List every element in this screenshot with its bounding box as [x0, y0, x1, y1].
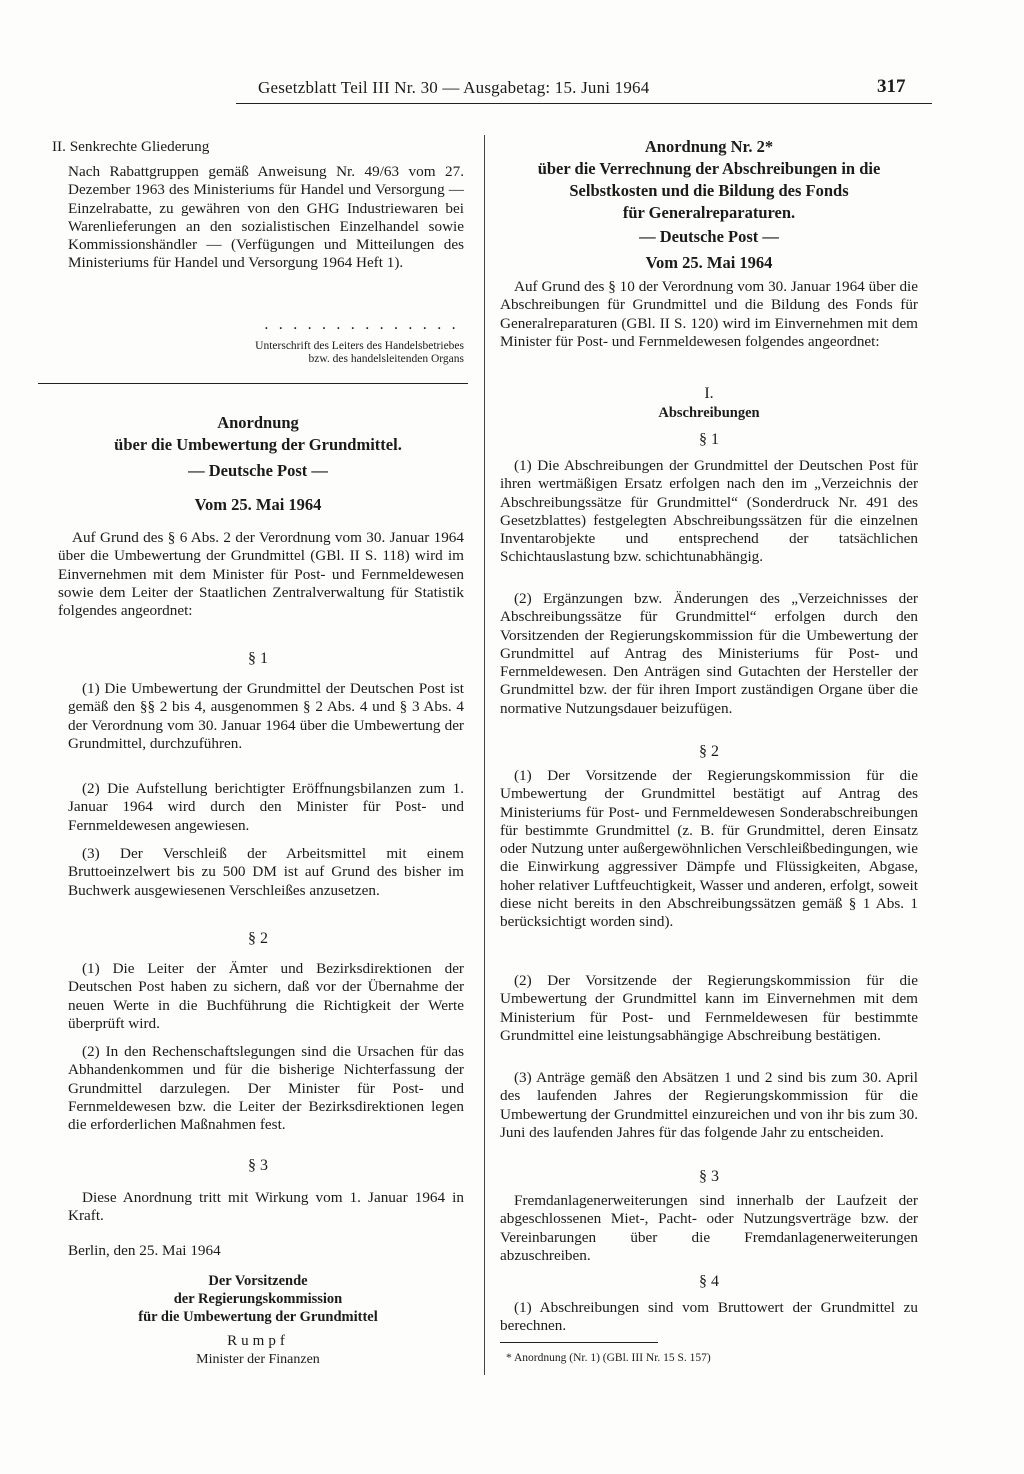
- page-number: 317: [877, 76, 906, 97]
- paragraph-1-clause-2: (2) Die Aufstellung berichtigter Eröffnungsbilanzen zum 1. Januar 1964 wird durch den Minister für Post- und Fernmeldewesen angewiesen.: [68, 780, 464, 834]
- order-2-issuer: — Deutsche Post —: [639, 227, 779, 246]
- section-heading: II. Senkrechte Gliederung: [52, 138, 210, 155]
- r-paragraph-4-clause: (1) Abschreibungen sind vom Bruttowert der Grundmittel zu berechnen.: [500, 1299, 918, 1335]
- intro-text: Auf Grund des § 6 Abs. 2 der Verordnung vom 30. Januar 1964 über die Umbewertung der Grundmittel (GBl. II S. 118) wird im Einvernehmen mit dem Minister für Post- und Fernmeldewesen sowie dem Leiter der Staatlichen Zentralverwaltung für Statistik folgendes angeordnet:: [58, 529, 464, 620]
- order-date: Vom 25. Mai 1964: [194, 495, 322, 514]
- paragraph-2-heading: § 2: [248, 930, 268, 947]
- paragraph-1-heading: § 1: [248, 650, 268, 667]
- signature-caption-2: bzw. des handelsleitenden Organs: [308, 353, 464, 365]
- order-2-title-1: Anordnung Nr. 2*: [644, 137, 774, 156]
- r-paragraph-1-heading: § 1: [699, 431, 719, 448]
- order-2-date: Vom 25. Mai 1964: [645, 253, 773, 272]
- order-title-2: über die Umbewertung der Grundmittel.: [114, 435, 402, 454]
- order-2-intro: Auf Grund des § 10 der Verordnung vom 30. Januar 1964 über die Abschreibungen für Grundmittel und die Bildung des Fonds für Generalreparaturen (GBl. II S. 120) wird im Einvernehmen mit dem Minister für Post- und Fernmeldewesen folgendes angeordnet:: [500, 278, 918, 350]
- footnote: * Anordnung (Nr. 1) (GBl. III Nr. 15 S. 157): [506, 1352, 711, 1364]
- r-paragraph-2-clause-1: (1) Der Vorsitzende der Regierungskommission für die Umbewertung der Grundmittel bestätigt auf Antrag des Ministeriums für Post- und Fernmeldewesen Sonderabschreibungen für bestimmte Grundmittel (z. B. für Grundmittel, deren Einsatz oder Nutzung unter außergewöhnlichen Verschleißbedingungen, wie die Einwirkung aggressiver Dämpfe und Flüssigkeiten, Abgase, hoher relativer Luftfeuchtigkeit, Wasser und anderen, erfolgt, soweit diese nicht bereits in den Abschreibungssätzen gemäß § 1 Abs. 1 berücksichtigt worden sind).: [500, 767, 918, 931]
- r-paragraph-2-clause-2: (2) Der Vorsitzende der Regierungskommission für die Umbewertung der Grundmittel kann im Einvernehmen mit dem Ministerium für Post- und Fernmeldewesen für bestimmte Grundmittel eine leistungsabhängige Abschreibung bestätigen.: [500, 972, 918, 1044]
- order-title-1: Anordnung: [217, 413, 299, 432]
- part-title: Abschreibungen: [658, 405, 760, 421]
- signatory-line-2: der Regierungskommission: [173, 1291, 343, 1307]
- r-paragraph-4-heading: § 4: [699, 1273, 719, 1290]
- r-paragraph-3-clause: Fremdanlagenerweiterungen sind innerhalb der Laufzeit der abgeschlossenen Miet-, Pacht- oder Nutzungsverträge bzw. der Vereinbarungen über die Fremdanlagenerweiterungen abzuschreiben.: [500, 1192, 918, 1264]
- paragraph-2-clause-2: (2) In den Rechenschaftslegungen sind die Ursachen für das Abhandenkommen und für die bisherige Nichterfassung der Grundmittel darzulegen. Der Minister für Post- und Fernmeldewesen bzw. die Leiter der Bezirksdirektionen legen die erforderlichen Maßnahmen fest.: [68, 1043, 464, 1134]
- place-date: Berlin, den 25. Mai 1964: [68, 1242, 221, 1259]
- signatory-name: Rumpf: [227, 1333, 289, 1349]
- paragraph-3-clause: Diese Anordnung tritt mit Wirkung vom 1. Januar 1964 in Kraft.: [68, 1189, 464, 1225]
- signatory-line-3: für die Umbewertung der Grundmittel: [138, 1309, 378, 1325]
- header-rule: [236, 103, 932, 104]
- part-number: I.: [704, 385, 714, 402]
- order-2-title-3: Selbstkosten und die Bildung des Fonds: [569, 181, 849, 200]
- footnote-rule: [500, 1342, 658, 1343]
- order-2-title-2: über die Verrechnung der Abschreibungen in die: [537, 159, 881, 178]
- section-text: Nach Rabattgruppen gemäß Anweisung Nr. 49/63 vom 27. Dezember 1963 des Ministeriums für Handel und Versorgung — Einzelrabatte, zu gewähren von den GHG Industriewaren bei Warenlieferungen an den sozialistischen Einzelhandel sowie Kommissionshändler — (Verfügungen und Mitteilungen des Ministeriums für Handel und Versorgung 1964 Heft 1).: [68, 163, 464, 272]
- r-paragraph-2-clause-3: (3) Anträge gemäß den Absätzen 1 und 2 sind bis zum 30. April des laufenden Jahres der Regierungskommission für die Umbewertung der Grundmittel einzureichen und von ihr bis zum 30. Juni des laufenden Jahres für das folgende Jahr zu entscheiden.: [500, 1069, 918, 1141]
- signature-caption-1: Unterschrift des Leiters des Handelsbetriebes: [255, 340, 464, 352]
- r-paragraph-2-heading: § 2: [699, 743, 719, 760]
- signatory-role: Minister der Finanzen: [196, 1352, 320, 1367]
- order-2-title-4: für Generalreparaturen.: [622, 203, 796, 222]
- paragraph-2-clause-1: (1) Die Leiter der Ämter und Bezirksdirektionen der Deutschen Post haben zu sichern, daß vor der Übernahme der neuen Werte in die Buchführung die Richtigkeit der Werte überprüft wird.: [68, 960, 464, 1032]
- r-paragraph-1-clause-1: (1) Die Abschreibungen der Grundmittel der Deutschen Post für ihren wertmäßigen Ersatz erfolgen nach den im „Verzeichnis der Abschreibungssätze für Grundmittel“ (Sonderdruck Nr. 491 des Gesetzblattes) festgelegten Abschreibungssätzen für die einzelnen Inventarobjekte und entsprechend der tatsächlichen Schichtauslastung bzw. schichtunabhängig.: [500, 457, 918, 566]
- column-divider: [484, 135, 485, 1375]
- section-rule: [38, 383, 468, 384]
- r-paragraph-3-heading: § 3: [699, 1168, 719, 1185]
- order-issuer: — Deutsche Post —: [188, 461, 328, 480]
- paragraph-1-clause-3: (3) Der Verschleiß der Arbeitsmittel mit einem Bruttoeinzelwert bis zu 500 DM ist auf Grund des bisher im Buchwerk ausgewiesenen Verschleißes anzusetzen.: [68, 845, 464, 899]
- r-paragraph-1-clause-2: (2) Ergänzungen bzw. Änderungen des „Verzeichnisses der Abschreibungssätze für Grundmittel“ erfolgen durch den Vorsitzenden der Regierungskommission für die Umbewertung der Grundmittel auf Antrag des Ministeriums für Post- und Fernmeldewesen. Den Anträgen sind Gutachten der Hersteller der Grundmittel bzw. der für ihren Import zuständigen Organe über die normative Nutzungsdauer beizufügen.: [500, 590, 918, 717]
- paragraph-1-clause-1: (1) Die Umbewertung der Grundmittel der Deutschen Post ist gemäß den §§ 2 bis 4, ausgenommen § 2 Abs. 4 und § 3 Abs. 4 der Verordnung vom 30. Januar 1964 über die Umbewertung der Grundmittel, durchzuführen.: [68, 680, 464, 752]
- gazette-title: Gesetzblatt Teil III Nr. 30 — Ausgabetag: 15. Juni 1964: [258, 78, 650, 97]
- signatory-line-1: Der Vorsitzende: [208, 1273, 308, 1289]
- paragraph-3-heading: § 3: [248, 1157, 268, 1174]
- signature-line: ..............: [264, 316, 466, 333]
